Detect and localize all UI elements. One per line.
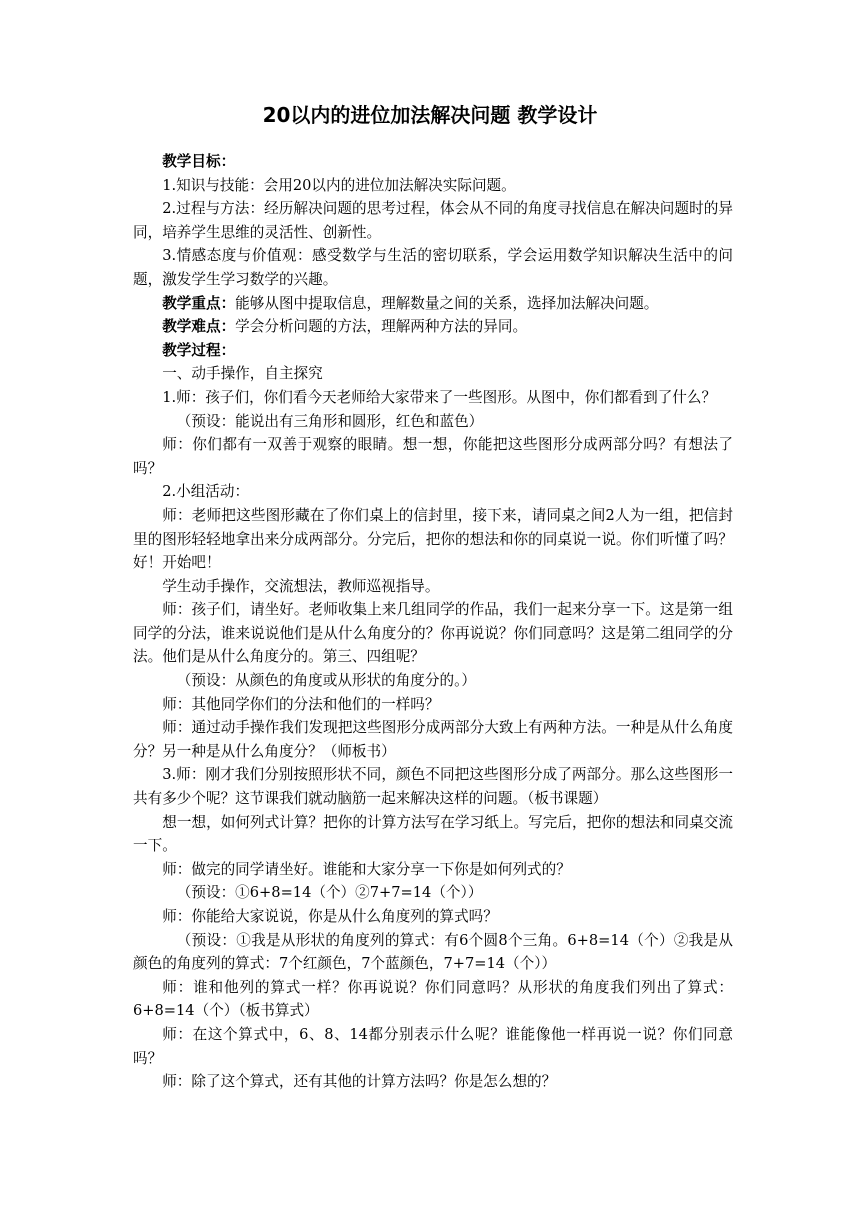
process-paragraph: 师：你能给大家说说，你是从什么角度列的算式吗？ <box>162 908 498 925</box>
process-paragraphs <box>133 362 733 1093</box>
objectives-label: 教学目标： <box>162 153 236 170</box>
process-paragraph: 师：其他同学你们的分法和他们的一样吗？ <box>162 695 440 713</box>
process-heading <box>133 339 733 363</box>
process-paragraph: （预设：①6+8=14（个）②7+7=14（个）） <box>176 884 483 902</box>
key-point <box>133 292 733 316</box>
process-paragraph: 师：做完的同学请坐好。谁能和大家分享一下你是如何列式的？ <box>162 860 571 878</box>
process-paragraph: 师：孩子们，请坐好。老师收集上来几组同学的作品，我们一起来分享一下。这是第一组同学的分法，谁来说说他们是从什么角度分的？你再说说？你们同意吗？这是第二组同学的分法。他们是从什么角度分的。第三、四组呢？ <box>133 601 733 666</box>
key-point-text: 能够从图中提取信息，理解数量之间的关系，选择加法解决问题。 <box>235 294 659 312</box>
process-paragraph: 师：你们都有一双善于观察的眼睛。想一想，你能把这些图形分成两部分吗？有想法了吗？ <box>133 436 733 477</box>
process-paragraph: 学生动手操作，交流想法，教师巡视指导。 <box>162 577 440 595</box>
process-paragraph: （预设：①我是从形状的角度列的算式：有6个圆8个三角。6+8=14（个）②我是从颜色的角度列的算式：7个红颜色，7个蓝颜色，7+7=14（个）） <box>133 931 733 973</box>
process-paragraph: 3.师：刚才我们分别按照形状不同，颜色不同把这些图形分成了两部分。那么这些图形一共有多少个呢？这节课我们就动脑筋一起来解决这样的问题。（板书课题） <box>133 766 733 808</box>
key-point-label: 教学重点： <box>162 294 236 312</box>
document-body <box>133 150 733 1094</box>
process-paragraph: 2.小组活动： <box>162 483 250 501</box>
objective-attitude: 3.情感态度与价值观：感受数学与生活的密切联系，学会运用数学知识解决生活中的问题，激发学生学习数学的兴趣。 <box>133 247 733 288</box>
process-paragraph: 师：老师把这些图形藏在了你们桌上的信封里，接下来，请同桌之间2人为一组，把信封里的图形轻轻地拿出来分成两部分。分完后，把你的想法和你的同桌说一说。你们听懂了吗？好！开始吧！ <box>133 506 733 572</box>
process-paragraph: 师：在这个算式中，6、8、14都分别表示什么呢？谁能像他一样再说一说？你们同意吗？ <box>133 1025 733 1067</box>
difficulty-text: 学会分析问题的方法，理解两种方法的异同。 <box>235 318 528 336</box>
document-title: 20以内的进位加法解决问题 教学设计 <box>262 103 598 127</box>
difficulty-point <box>133 315 733 339</box>
objective-knowledge: 1.知识与技能：会用20以内的进位加法解决实际问题。 <box>162 176 516 194</box>
process-paragraph: 一、动手操作，自主探究 <box>162 365 323 383</box>
process-label: 教学过程： <box>162 341 236 359</box>
process-paragraph: （预设：能说出有三角形和圆形，红色和蓝色） <box>176 412 484 430</box>
process-paragraph: 师：除了这个算式，还有其他的计算方法吗？你是怎么想的？ <box>162 1073 557 1091</box>
process-paragraph: 师：通过动手操作我们发现把这些图形分成两部分大致上有两种方法。一种是从什么角度分？另一种是从什么角度分？（师板书） <box>133 719 733 760</box>
process-paragraph: 想一想，如何列式计算？把你的计算方法写在学习纸上。写完后，把你的想法和同桌交流一下。 <box>133 813 733 855</box>
difficulty-label: 教学难点： <box>162 318 236 336</box>
process-paragraph: 师：谁和他列的算式一样？你再说说？你们同意吗？从形状的角度我们列出了算式： 6+8=14（个）（板书算式） <box>133 978 733 1020</box>
objective-process: 2.过程与方法：经历解决问题的思考过程，体会从不同的角度寻找信息在解决问题时的异同，培养学生思维的灵活性、创新性。 <box>133 200 733 241</box>
process-paragraph: （预设：从颜色的角度或从形状的角度分的。） <box>176 672 476 690</box>
objectives-heading <box>133 150 733 174</box>
process-paragraph: 1.师：孩子们，你们看今天老师给大家带来了一些图形。从图中，你们都看到了什么？ <box>162 388 717 406</box>
